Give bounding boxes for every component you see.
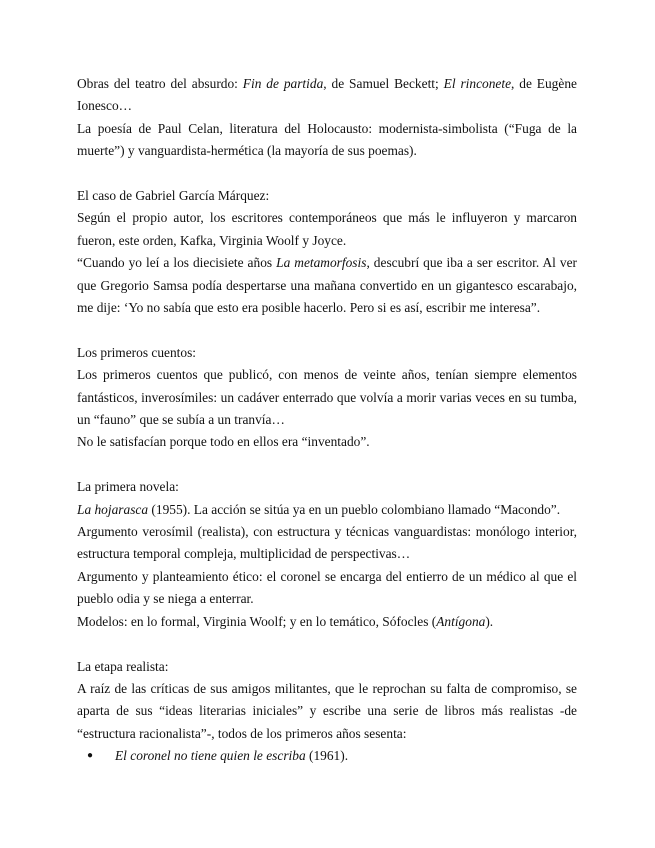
text-run: , de Eugène Ionesco… bbox=[77, 76, 577, 114]
works-list bbox=[77, 745, 577, 767]
text-run: Obras del teatro del absurdo: bbox=[77, 76, 243, 91]
text-run: ). bbox=[485, 613, 494, 629]
spacer bbox=[77, 163, 577, 185]
section-heading-first-novel: La primera novela: bbox=[77, 479, 179, 495]
text-run: , de Samuel Beckett; bbox=[323, 76, 444, 91]
italic-title: El coronel no tiene quien le escriba bbox=[115, 748, 306, 764]
absurd-theatre-paragraph bbox=[77, 73, 577, 118]
celan-paragraph: La poesía de Paul Celan, literatura del Holocausto: modernista-simbolista (“Fuga de la muerte”) y vanguardista-hermética (la mayoría de sus poemas). bbox=[77, 120, 577, 159]
italic-title: La metamorfosis bbox=[276, 255, 367, 271]
realist-stage-paragraph: A raíz de las críticas de sus amigos militantes, que le reprochan su falta de compromiso, se aparta de sus “ideas literarias iniciales” y escribe una serie de libros más realistas -de “estructura racionalista”-, todos de los primeros años sesenta: bbox=[77, 680, 577, 741]
section-heading-first-stories: Los primeros cuentos: bbox=[77, 344, 197, 360]
section-heading-garcia-marquez: El caso de Gabriel García Márquez: bbox=[77, 188, 270, 204]
dissatisfaction-paragraph: No le satisfacían porque todo en ellos era “inventado”. bbox=[77, 434, 370, 450]
spacer bbox=[77, 319, 577, 341]
text-run: “Cuando yo leí a los diecisiete años bbox=[77, 255, 277, 271]
document-body bbox=[77, 73, 577, 768]
list-item bbox=[87, 745, 577, 767]
ethics-paragraph: Argumento y planteamiento ético: el coronel se encarga del entierro de un médico al que el pueblo odia y se niega a enterrar. bbox=[77, 568, 577, 607]
quote-paragraph bbox=[77, 252, 577, 319]
first-stories-paragraph: Los primeros cuentos que publicó, con menos de veinte años, tenían siempre elementos fantásticos, inverosímiles: un cadáver enterrado que volvía a morir varias veces en su tumba, un “fauno” que se subía a un tranvía… bbox=[77, 367, 577, 428]
spacer bbox=[77, 454, 577, 476]
spacer bbox=[77, 633, 577, 655]
italic-title: Antígona bbox=[436, 613, 486, 629]
text-run: (1961). bbox=[305, 748, 349, 764]
italic-title: Fin de partida bbox=[242, 76, 324, 91]
models-paragraph bbox=[77, 611, 577, 633]
plot-paragraph: Argumento verosímil (realista), con estructura y técnicas vanguardistas: monólogo interior, estructura temporal compleja, multiplicidad de perspectivas… bbox=[77, 524, 577, 562]
hojarasca-paragraph bbox=[77, 499, 577, 521]
bullet-icon: ● bbox=[87, 750, 94, 762]
text-run: , descubrí que iba a ser escritor. Al ver que Gregorio Samsa podía despertarse una mañana convertido en un gigantesco escarabajo, me dije: ‘Yo no sabía que esto era posible hacerlo. Pero si es así, escribir me interesa”. bbox=[77, 255, 577, 316]
text-run: Modelos: en lo formal, Virginia Woolf; y en lo temático, Sófocles ( bbox=[77, 613, 437, 629]
italic-title: La hojarasca bbox=[77, 501, 149, 517]
italic-title: El rinconete bbox=[443, 76, 512, 91]
influences-paragraph: Según el propio autor, los escritores contemporáneos que más le influyeron y marcaron fueron, este orden, Kafka, Virginia Woolf y Joyce. bbox=[77, 210, 577, 248]
text-run: (1955). La acción se sitúa ya en un pueblo colombiano llamado “Macondo”. bbox=[148, 501, 561, 517]
section-heading-realist-stage: La etapa realista: bbox=[77, 658, 169, 674]
